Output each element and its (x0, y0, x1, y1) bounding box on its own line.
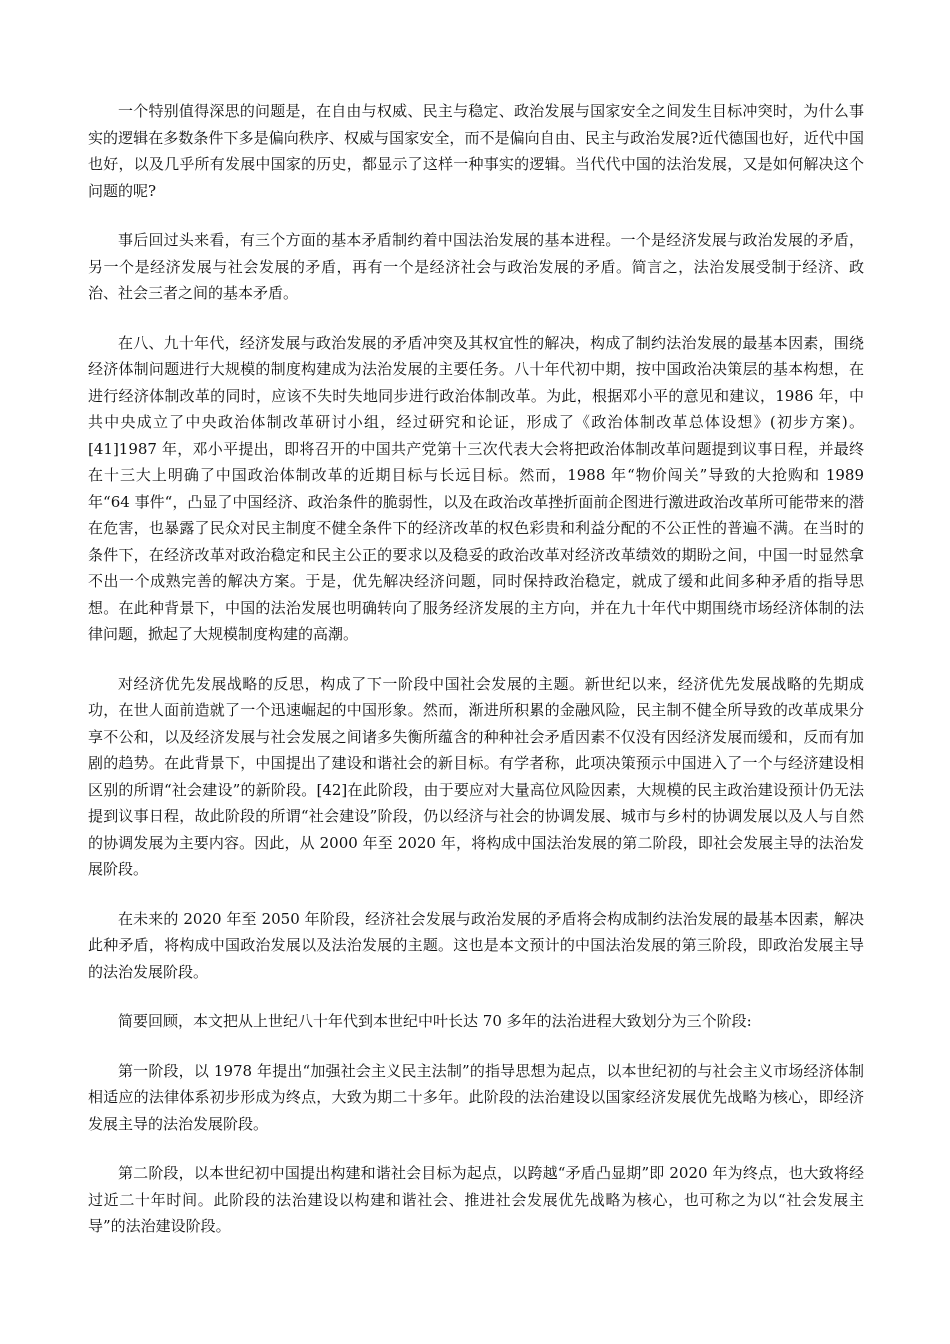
paragraph-5: 在未来的 2020 年至 2050 年阶段，经济社会发展与政治发展的矛盾将会构成制约法治发展的最基本因素，解决此种矛盾，将构成中国政治发展以及法治发展的主题。这也是本文预计的中国法治发展的第三阶段，即政治发展主导的法治发展阶段。 (88, 909, 864, 981)
document-page (88, 98, 864, 1263)
paragraph-4: 对经济优先发展战略的反思，构成了下一阶段中国社会发展的主题。新世纪以来，经济优先发展战略的先期成功，在世人面前造就了一个迅速崛起的中国形象。然而，渐进所积累的金融风险，民主制不健全所导致的改革成果分享不公和，以及经济发展与社会发展之间诸多失衡所蕴含的种种社会矛盾因素不仅没有因经济发展而缓和，反而有加剧的趋势。在此背景下，中国提出了建设和谐社会的新目标。有学者称，此项决策预示中国进入了一个与经济建设相区别的所谓“社会建设”的新阶段。[42]在此阶段，由于要应对大量高位风险因素，大规模的民主政治建设预计仍无法提到议事日程，故此阶段的所谓“社会建设”阶段，仍以经济与社会的协调发展、城市与乡村的协调发展以及人与自然的协调发展为主要内容。因此，从 2000 年至 2020 年，将构成中国法治发展的第二阶段，即社会发展主导的法治发展阶段。 (88, 674, 864, 878)
paragraph-3: 在八、九十年代，经济发展与政治发展的矛盾冲突及其权宜性的解决，构成了制约法治发展的最基本因素，围绕经济体制问题进行大规模的制度构建成为法治发展的主要任务。八十年代初中期，按中国政治决策层的基本构想，在进行经济体制改革的同时，应该不失时失地同步进行政治体制改革。为此，根据邓小平的意见和建议，1986 年，中共中央成立了中央政治体制改革研讨小组，经过研究和论证，形成了《政治体制改革总体设想》(初步方案)。[41]1987 年，邓小平提出，即将召开的中国共产党第十三次代表大会将把政治体制改革问题提到议事日程，并最终在十三大上明确了中国政治体制改革的近期目标与长远目标。然而，1988 年“物价闯关”导致的大抢购和 1989 年“64 事件“，凸显了中国经济、政治条件的脆弱性，以及在政治改革挫折面前企图进行激进政治改革所可能带来的潜在危害，也暴露了民众对民主制度不健全条件下的经济改革的权色彩贵和利益分配的不公正性的普遍不满。在当时的条件下，在经济改革对政治稳定和民主公正的要求以及稳妥的政治改革对经济改革绩效的期盼之间，中国一时显然拿不出一个成熟完善的解决方案。于是，优先解决经济问题，同时保持政治稳定，就成了缓和此间多种矛盾的指导思想。在此种背景下，中国的法治发展也明确转向了服务经济发展的主方向，并在九十年代中期围绕市场经济体制的法律问题，掀起了大规模制度构建的高潮。 (88, 333, 864, 643)
paragraph-6: 简要回顾，本文把从上世纪八十年代到本世纪中叶长达 70 多年的法治进程大致划分为三个阶段: (118, 1012, 752, 1030)
paragraph-8: 第二阶段，以本世纪初中国提出构建和谐社会目标为起点，以跨越“矛盾凸显期”即 2020 年为终点，也大致将经过近二十年时间。此阶段的法治建设以构建和谐社会、推进社会发展优先战略为核心，也可称之为以“社会发展主导”的法治建设阶段。 (88, 1164, 864, 1235)
paragraph-2: 事后回过头来看，有三个方面的基本矛盾制约着中国法治发展的基本进程。一个是经济发展与政治发展的矛盾，另一个是经济发展与社会发展的矛盾，再有一个是经济社会与政治发展的矛盾。简言之，法治发展受制于经济、政治、社会三者之间的基本矛盾。 (88, 231, 864, 302)
paragraph-1: 一个特别值得深思的问题是，在自由与权威、民主与稳定、政治发展与国家安全之间发生目标冲突时，为什么事实的逻辑在多数条件下多是偏向秩序、权威与国家安全，而不是偏向自由、民主与政治发展?近代德国也好，近代中国也好，以及几乎所有发展中国家的历史，都显示了这样一种事实的逻辑。当代代中国的法治发展，又是如何解决这个问题的呢? (88, 102, 864, 200)
paragraph-7: 第一阶段，以 1978 年提出“加强社会主义民主法制”的指导思想为起点，以本世纪初的与社会主义市场经济体制相适应的法律体系初步形成为终点，大致为期二十多年。此阶段的法治建设以国家经济发展优先战略为核心，即经济发展主导的法治发展阶段。 (88, 1061, 864, 1133)
